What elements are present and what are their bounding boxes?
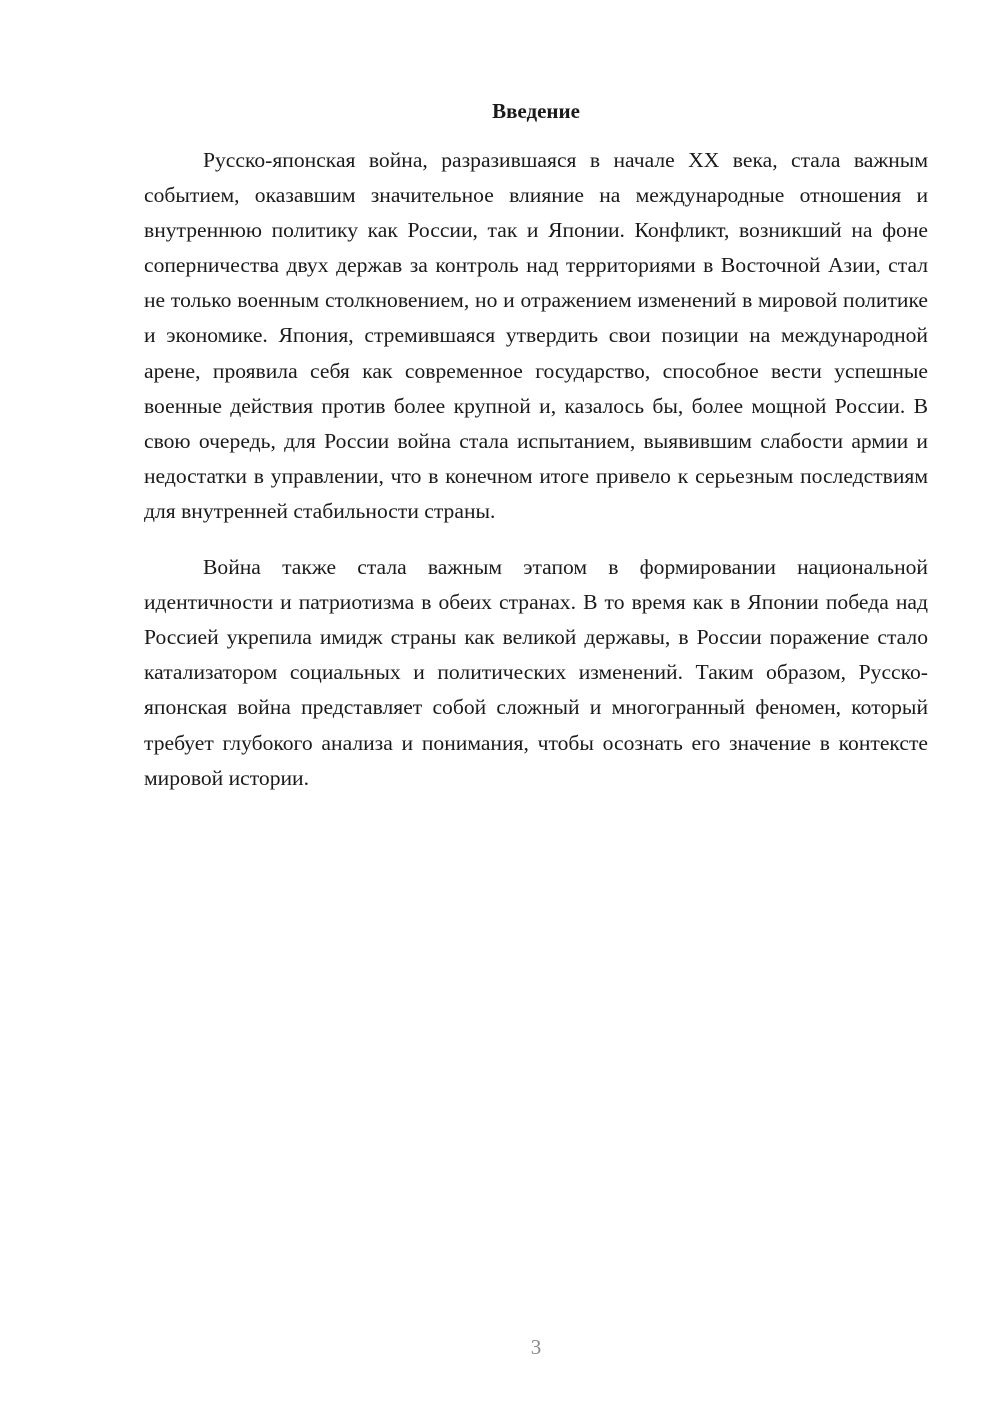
paragraph-1: Русско-японская война, разразившаяся в начале XX века, стала важным событием, оказавшим значительное влияние на международные отношения и внутреннюю политику как России, так и Японии. Конфликт, возникший на фоне соперничества двух держав за контроль над территориями в Восточной Азии, стал не только военным столкновением, но и отражением изменений в мировой политике и экономике. Япония, стремившаяся утвердить свои позиции на международной арене, проявила себя как современное государство, способное вести успешные военные действия против более крупной и, казалось бы, более мощной России. В свою очередь, для России война стала испытанием, выявившим слабости армии и недостатки в управлении, что в конечном итоге привело к серьезным последствиям для внутренней стабильности страны. (144, 148, 928, 523)
body-text (144, 143, 928, 796)
paragraph-2: Война также стала важным этапом в формировании национальной идентичности и патриотизма в обеих странах. В то время как в Японии победа над Россией укрепила имидж страны как великой державы, в России поражение стало катализатором социальных и политических изменений. Таким образом, Русско-японская война представляет собой сложный и многогранный феномен, который требует глубокого анализа и понимания, чтобы осознать его значение в контексте мировой истории. (144, 555, 928, 790)
page-number: 3 (530, 1335, 542, 1359)
section-heading: Введение (492, 99, 580, 123)
